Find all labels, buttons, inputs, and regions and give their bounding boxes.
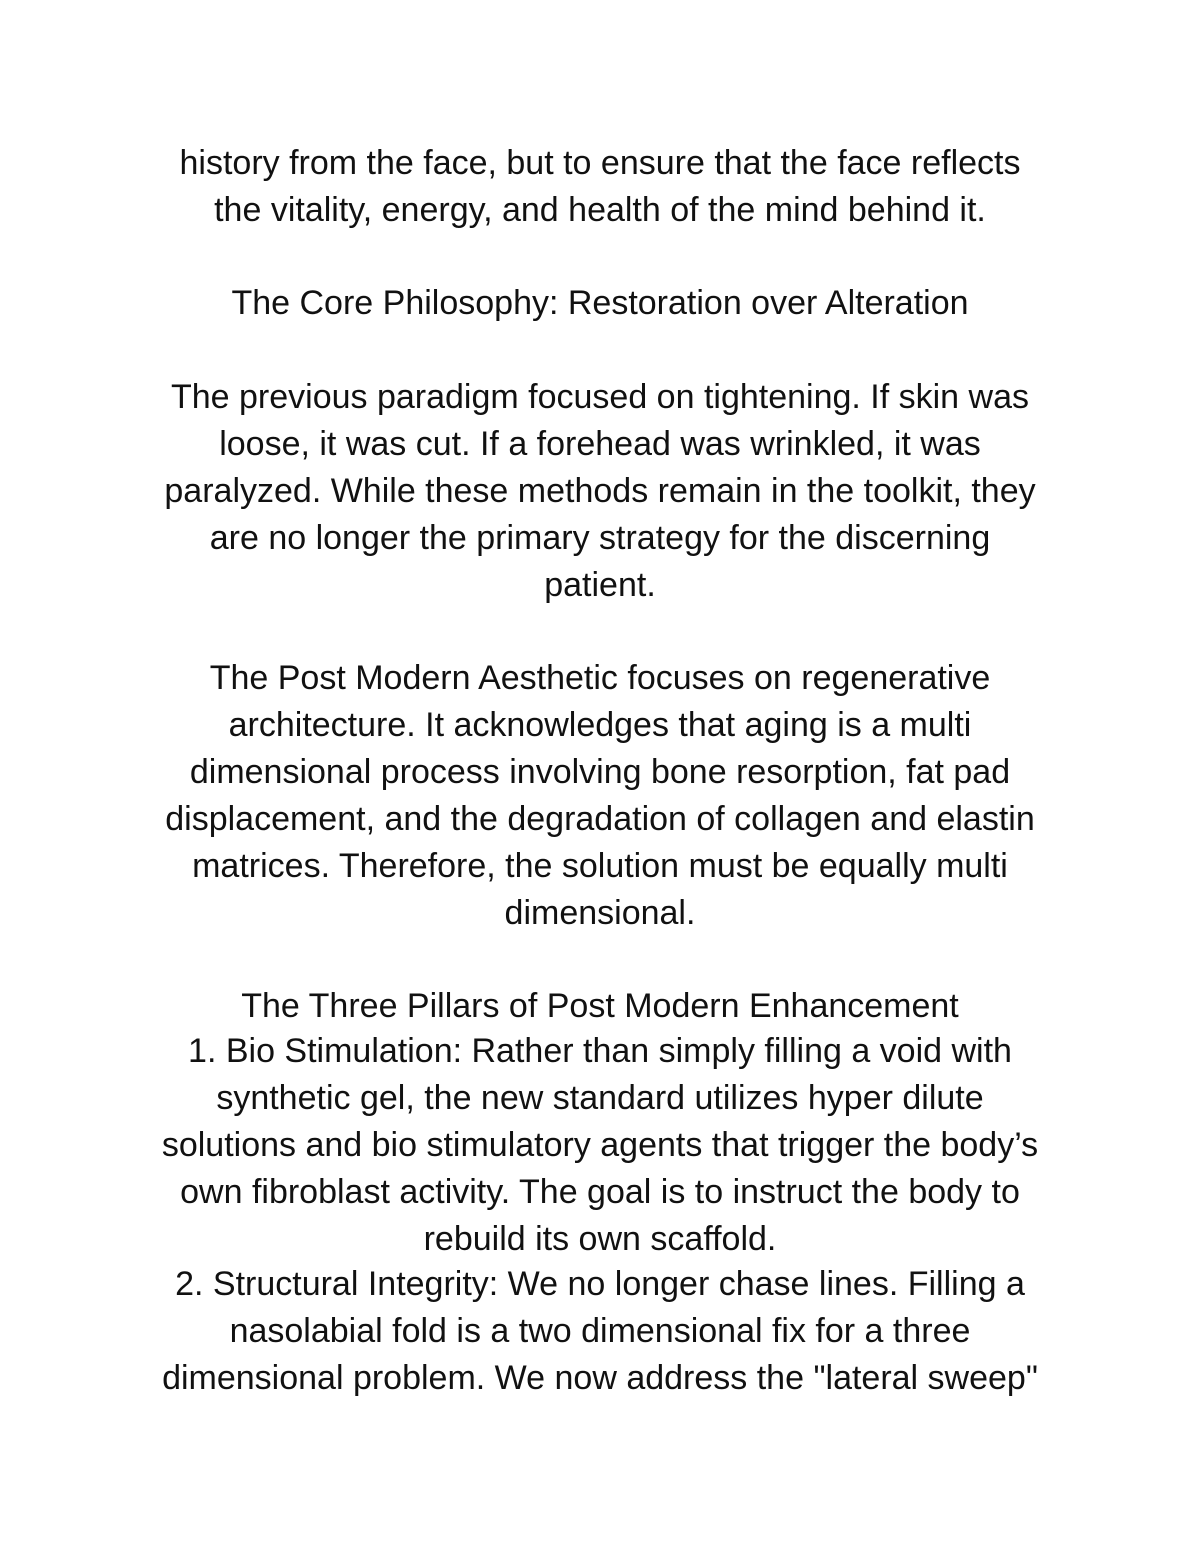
list-item-line: rebuild its own scaffold.: [423, 1220, 777, 1258]
list-item-line: 2. Structural Integrity: We no longer chase lines. Filling a: [175, 1265, 1025, 1303]
paragraph-line: dimensional process involving bone resorption, fat pad: [189, 753, 1011, 791]
paragraph-line: patient.: [544, 566, 656, 604]
list-item-line: solutions and bio stimulatory agents that trigger the body’s: [161, 1126, 1039, 1164]
paragraph-line: matrices. Therefore, the solution must be equally multi: [192, 847, 1008, 885]
list-item-line: own fibroblast activity. The goal is to instruct the body to: [180, 1173, 1020, 1211]
paragraph-line: paralyzed. While these methods remain in the toolkit, they: [164, 472, 1036, 510]
list-item-line: 1. Bio Stimulation: Rather than simply filling a void with: [188, 1032, 1012, 1070]
list-item-line: nasolabial fold is a two dimensional fix for a three: [229, 1312, 971, 1350]
paragraph-line: dimensional.: [504, 894, 696, 932]
list-item-line: dimensional problem. We now address the "lateral sweep": [162, 1359, 1038, 1397]
section-heading-three-pillars: The Three Pillars of Post Modern Enhancement: [241, 987, 959, 1025]
paragraph-line: loose, it was cut. If a forehead was wrinkled, it was: [219, 425, 981, 463]
paragraph-line: architecture. It acknowledges that aging is a multi: [228, 706, 972, 744]
intro-line: history from the face, but to ensure that the face reflects: [179, 144, 1021, 182]
intro-line: the vitality, energy, and health of the mind behind it.: [214, 191, 986, 229]
paragraph-line: The previous paradigm focused on tightening. If skin was: [170, 378, 1030, 416]
section-heading-core-philosophy: The Core Philosophy: Restoration over Alteration: [231, 284, 969, 322]
list-item-line: synthetic gel, the new standard utilizes hyper dilute: [216, 1079, 984, 1117]
paragraph-line: The Post Modern Aesthetic focuses on regenerative: [209, 659, 991, 697]
paragraph-line: displacement, and the degradation of collagen and elastin: [165, 800, 1035, 838]
paragraph-line: are no longer the primary strategy for the discerning: [209, 519, 991, 557]
